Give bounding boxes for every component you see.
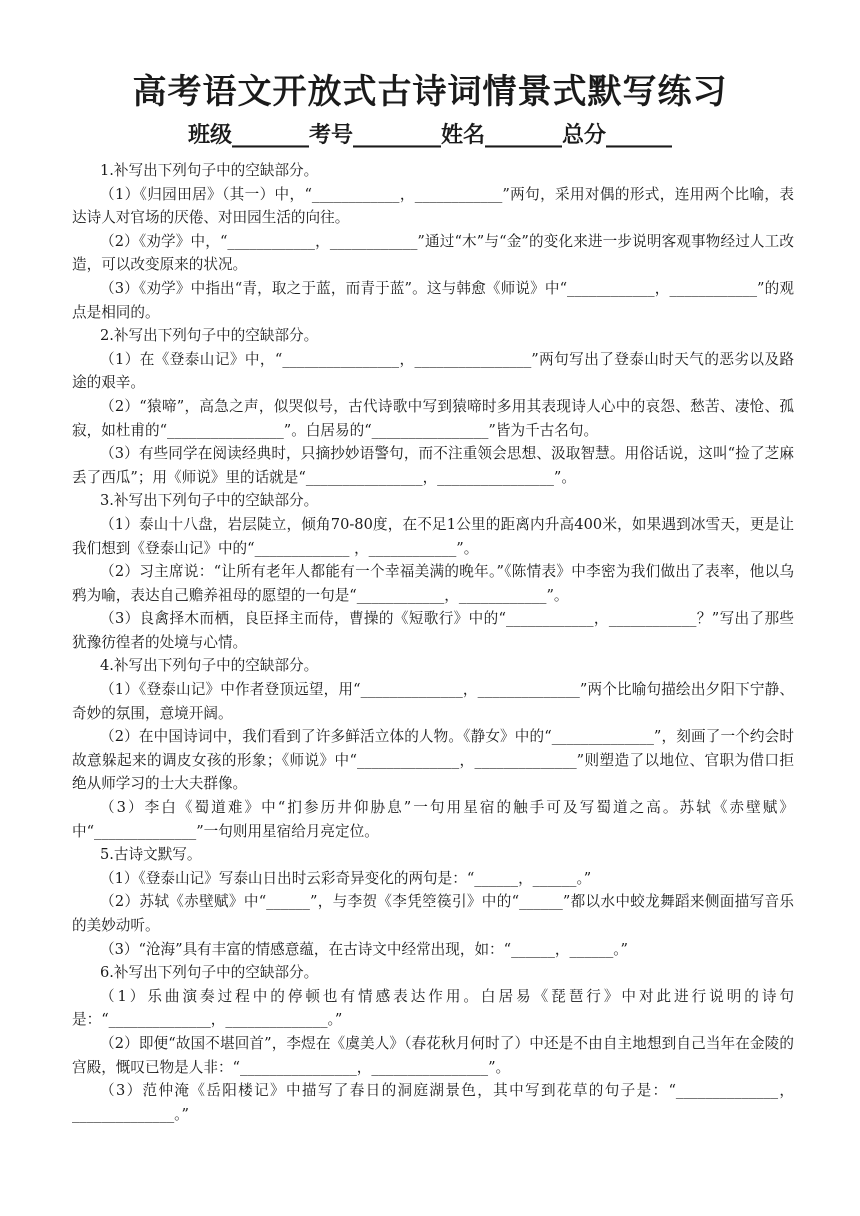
- question-1-item-3: （3）《劝学》中指出“青，取之于蓝，而青于蓝”。这与韩愈《师说》中“____________，____________”的观点是相同的。: [72, 279, 794, 321]
- question-1-item-2: （2）《劝学》中，“____________，____________”通过“木”与“金”的变化来进一步说明客观事物经过人工改造，可以改变原来的状况。: [72, 232, 794, 274]
- question-2-item-2: （2）“猿啼”，高急之声，似哭似号，古代诗歌中写到猿啼时多用其表现诗人心中的哀怨、愁苦、凄怆、孤寂，如杜甫的“________________”。白居易的“________________”皆为千古名句。: [72, 397, 794, 439]
- question-3-heading: 3.补写出下列句子中的空缺部分。: [100, 492, 319, 510]
- page-title: 高考语文开放式古诗词情景式默写练习: [132, 72, 728, 112]
- question-2-item-3: （3）有些同学在阅读经典时，只摘抄妙语警句，而不注重领会思想、汲取智慧。用俗话说，这叫“捡了芝麻丢了西瓜”；用《师说》里的话就是“________________，________________”。: [72, 445, 794, 486]
- question-4-heading: 4.补写出下列句子中的空缺部分。: [100, 657, 319, 675]
- question-6-heading: 6.补写出下列句子中的空缺部分。: [100, 964, 319, 982]
- question-1-heading: 1.补写出下列句子中的空缺部分。: [100, 162, 319, 179]
- student-info-line: 班级_______考号________姓名_______总分______: [187, 123, 672, 148]
- question-5-item-2: （2）苏轼《赤壁赋》中“______”，与李贺《李凭箜篌引》中的“______”都以水中蛟龙舞蹈来侧面描写音乐的美妙动听。: [72, 893, 794, 934]
- question-5-heading: 5.古诗文默写。: [100, 846, 202, 864]
- question-4-item-2: （2）在中国诗词中，我们看到了许多鲜活立体的人物。《静女》中的“______________”，刻画了一个约会时故意躲起来的调皮女孩的形象；《师说》中“______________，______________”则塑造了以地位、官职为借口拒绝从师学习的士大夫群像。: [72, 728, 794, 793]
- question-1-item-1: （1）《归园田居》（其一）中，“____________，____________”两句，采用对偶的形式，连用两个比喻，表达诗人对官场的厌倦、对田园生活的向往。: [72, 185, 794, 227]
- question-6-item-2: （2）即便“故国不堪回首”，李煜在《虞美人》（春花秋月何时了）中还是不由自主地想到自己当年在金陵的宫殿，慨叹已物是人非：“________________，________________”。: [72, 1034, 794, 1076]
- question-6-item-1: （1）乐曲演奏过程中的停顿也有情感表达作用。白居易《琵琶行》中对此进行说明的诗句是：“______________，______________。”: [72, 987, 794, 1029]
- question-5-item-1: （1）《登泰山记》写泰山日出时云彩奇异变化的两句是：“______，______。”: [100, 869, 592, 887]
- question-4-item-3: （3）李白《蜀道难》中“扪参历井仰胁息”一句用星宿的触手可及写蜀道之高。苏轼《赤壁赋》中“______________”一句则用星宿给月亮定位。: [72, 799, 794, 840]
- question-4-item-1: （1）《登泰山记》中作者登顶远望，用“______________，______________”两个比喻句描绘出夕阳下宁静、奇妙的氛围，意境开阔。: [72, 681, 794, 722]
- question-5-item-3: （3）“沧海”具有丰富的情感意蕴，在古诗文中经常出现，如：“______，______。”: [100, 940, 629, 958]
- question-2-heading: 2.补写出下列句子中的空缺部分。: [100, 327, 319, 345]
- question-3-item-2: （2）习主席说：“让所有老年人都能有一个幸福美满的晚年。”《陈情表》中李密为我们做出了表率，他以乌鸦为喻，表达自己赡养祖母的愿望的一句是“____________，____________”。: [72, 563, 794, 604]
- question-3-item-3: （3）良禽择木而栖，良臣择主而侍，曹操的《短歌行》中的“____________，____________？”写出了那些犹豫彷徨者的处境与心情。: [72, 610, 794, 651]
- question-2-item-1: （1）在《登泰山记》中，“________________，________________”两句写出了登泰山时天气的恶劣以及路途的艰辛。: [72, 350, 794, 392]
- question-6-item-3: （3）范仲淹《岳阳楼记》中描写了春日的洞庭湖景色，其中写到花草的句子是：“______________，______________。”: [72, 1082, 794, 1123]
- question-3-item-1: （1）泰山十八盘，岩层陡立，倾角70-80度，在不足1公里的距离内升高400米，如果遇到冰雪天，更是让我们想到《登泰山记》中的“_____________ ，____________”。: [72, 515, 794, 557]
- exercise-content: [72, 159, 794, 1126]
